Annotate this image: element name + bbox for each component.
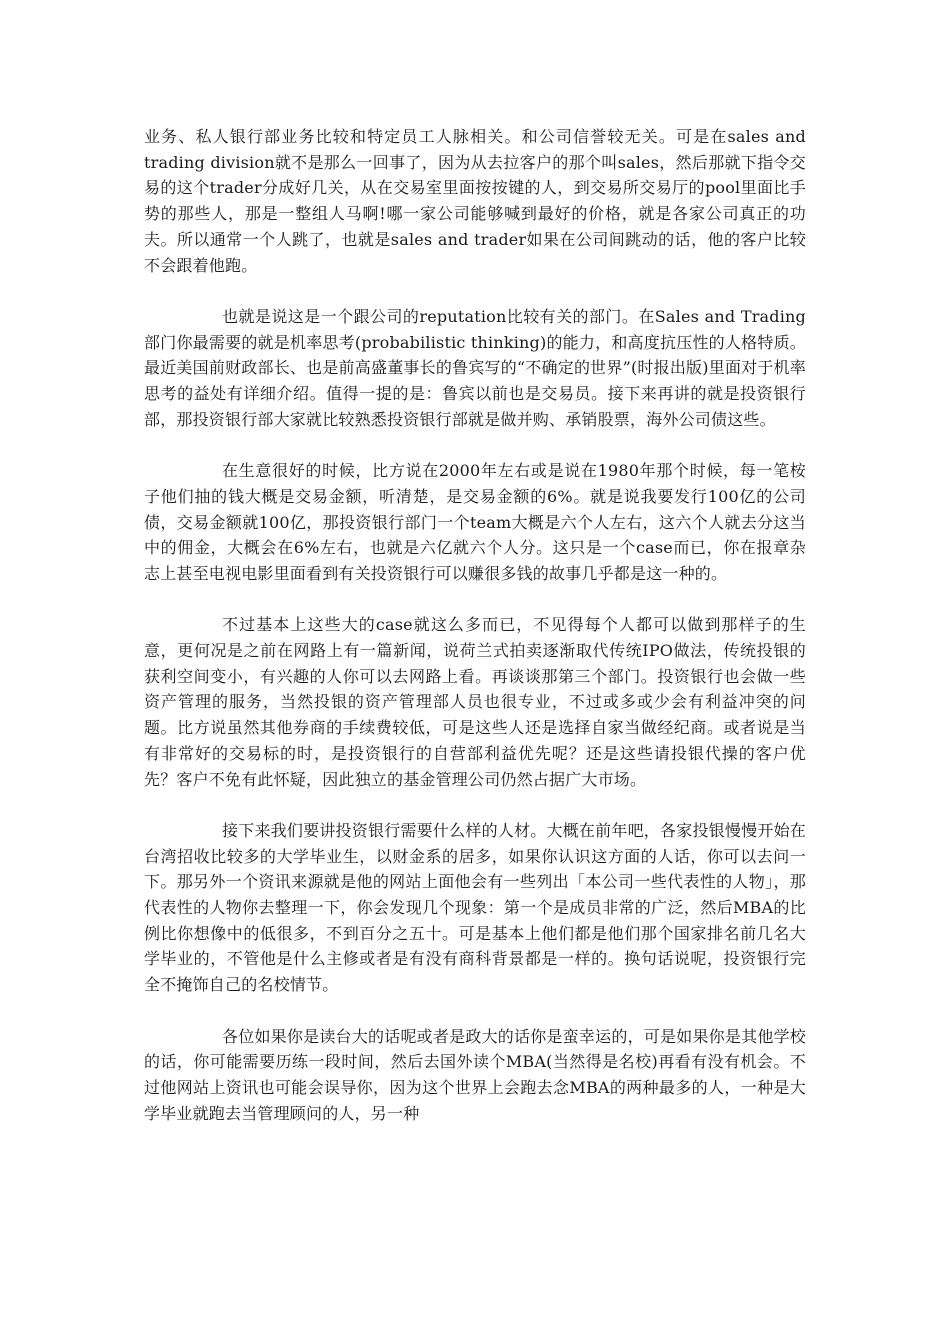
paragraph-5: 接下来我们要讲投资银行需要什么样的人材。大概在前年吧，各家投银慢慢开始在台湾招收比较多的大学毕业生，以财金系的居多，如果你认识这方面的人话，你可以去问一下。那另外一个资讯来源就是他的网站上面他会有一些列出「本公司一些代表性的人物」，那代表性的人物你去整理一下，你会发现几个现象：第一个是成员非常的广泛，然后MBA的比例比你想像中的低很多，不到百分之五十。可是基本上他们都是他们那个国家排名前几名大学毕业的，不管他是什么主修或者是有没有商科背景都是一样的。换句话说呢，投资银行完全不掩饰自己的名校情节。 — [144, 820, 806, 995]
document-page — [144, 124, 806, 1126]
paragraph-3: 在生意很好的时候，比方说在2000年左右或是说在1980年那个时候，每一笔桉子他们抽的钱大概是交易金额，听清楚，是交易金额的6%。就是说我要发行100亿的公司债，交易金额就100亿，那投资银行部门一个team大概是六个人左右，这六个人就去分这当中的佣金，大概会在6%左右，也就是六亿就六个人分。这只是一个case而已，你在报章杂志上甚至电视电影里面看到有关投资银行可以赚很多钱的故事几乎都是这一种的。 — [144, 461, 806, 583]
paragraph-4: 不过基本上这些大的case就这么多而已，不见得每个人都可以做到那样子的生意，更何况是之前在网路上有一篇新闻，说荷兰式拍卖逐渐取代传统IPO做法，传统投银的获利空间变小，有兴趣的人你可以去网路上看。再谈谈那第三个部门。投资银行也会做一些资产管理的服务，当然投银的资产管理部人员也很专业，不过或多或少会有利益冲突的问题。比方说虽然其他券商的手续费较低，可是这些人还是选择自家当做经纪商。或者说是当有非常好的交易标的时，是投资银行的自营部利益优先呢？还是这些请投银代操的客户优先？客户不免有此怀疑，因此独立的基金管理公司仍然占据广大市场。 — [144, 615, 806, 789]
paragraph-6: 各位如果你是读台大的话呢或者是政大的话你是蛮幸运的，可是如果你是其他学校的话，你可能需要历练一段时间，然后去国外读个MBA(当然得是名校)再看有没有机会。不过他网站上资讯也可能会误导你，因为这个世界上会跑去念MBA的两种最多的人，一种是大学毕业就跑去当管理顾问的人，另一种 — [144, 1026, 806, 1123]
paragraph-1: 业务、私人银行部业务比较和特定员工人脉相关。和公司信誉较无关。可是在sales and trading division就不是那么一回事了，因为从去拉客户的那个叫sales，然后那就下指令交易的这个trader分成好几关，从在交易室里面按按键的人，到交易所交易厅的pool里面比手势的那些人，那是一整组人马啊!哪一家公司能够喊到最好的价格，就是各家公司真正的功夫。所以通常一个人跳了，也就是sales and trader如果在公司间跳动的话，他的客户比较不会跟着他跑。 — [144, 127, 806, 275]
paragraph-2: 也就是说这是一个跟公司的reputation比较有关的部门。在Sales and Trading部门你最需要的就是机率思考(probabilistic thinking)的能力，和高度抗压性的人格特质。最近美国前财政部长、也是前高盛董事长的鲁宾写的“不确定的世界”(时报出版)里面对于机率思考的益处有详细介绍。值得一提的是：鲁宾以前也是交易员。接下来再讲的就是投资银行部，那投资银行部大家就比较熟悉投资银行部就是做并购、承销股票，海外公司债这些。 — [144, 306, 806, 429]
